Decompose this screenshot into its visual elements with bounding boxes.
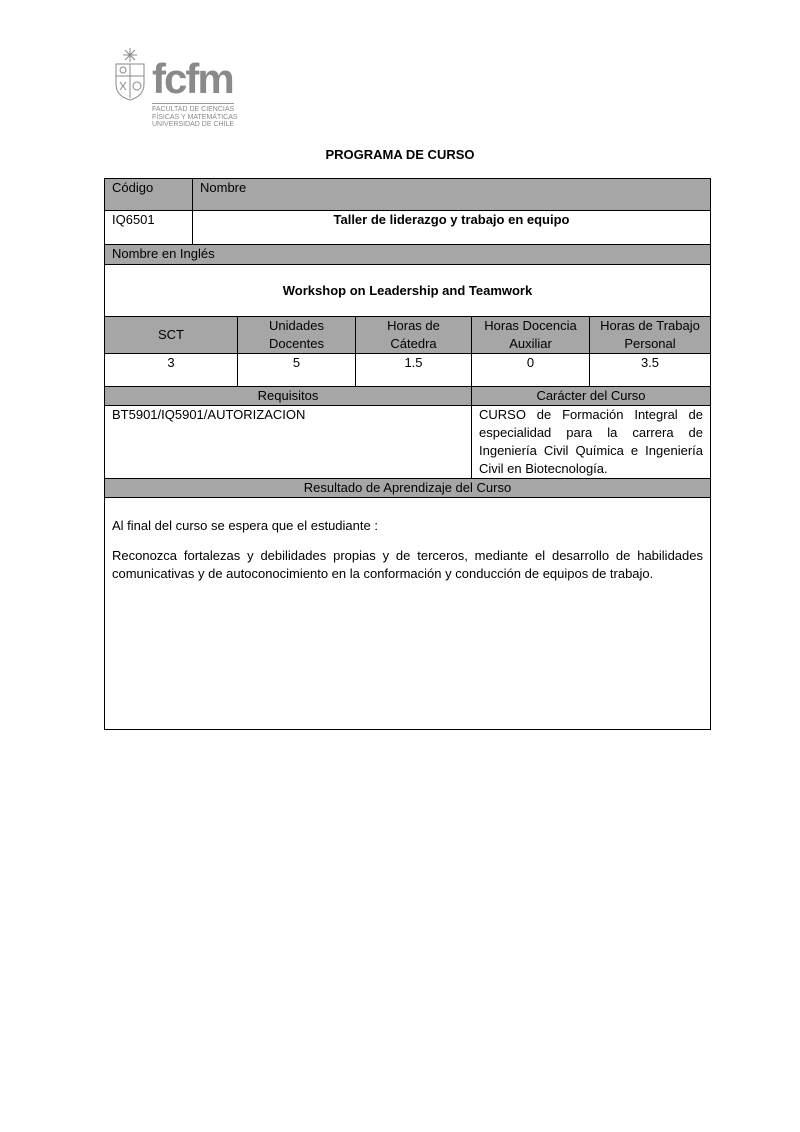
logo-wordmark: fcfm	[152, 55, 233, 102]
table-row	[105, 245, 711, 265]
name-label: Nombre	[193, 179, 711, 211]
table-row	[105, 479, 711, 498]
learning-outcome-text: Reconozca fortalezas y debilidades propias y de terceros, mediante el desarrollo de habilidades comunicativas y de autoconocimiento en la conformación y conducción de equipos de trabajo.	[112, 548, 703, 581]
course-program-table	[104, 178, 711, 730]
table-row	[105, 387, 711, 406]
course-name: Taller de liderazgo y trabajo en equipo	[193, 211, 711, 245]
logo-divider	[152, 103, 234, 104]
logo-subtitle	[152, 106, 238, 129]
learning-outcome-label: Resultado de Aprendizaje del Curso	[105, 479, 711, 498]
horas-personal-header: Horas de Trabajo Personal	[590, 317, 711, 354]
learning-outcome-cell	[105, 498, 711, 730]
table-row	[105, 211, 711, 245]
table-row	[105, 498, 711, 730]
table-row	[105, 265, 711, 317]
sct-header: SCT	[105, 317, 238, 354]
horas-catedra-header: Horas de Cátedra	[356, 317, 472, 354]
learning-outcome-intro: Al final del curso se espera que el estudiante :	[112, 518, 378, 533]
unidades-docentes-header: Unidades Docentes	[238, 317, 356, 354]
document-title: PROGRAMA DE CURSO	[325, 147, 475, 162]
table-row	[105, 317, 711, 354]
english-name-label: Nombre en Inglés	[105, 245, 711, 265]
horas-auxiliar-value: 0	[472, 354, 590, 387]
logo-line: FACULTAD DE CIENCIAS	[152, 106, 235, 113]
horas-personal-value: 3.5	[590, 354, 711, 387]
unidades-docentes-value: 5	[238, 354, 356, 387]
requirements-label: Requisitos	[105, 387, 472, 406]
code-label: Código	[105, 179, 193, 211]
english-name: Workshop on Leadership and Teamwork	[105, 265, 711, 317]
requirements-value: BT5901/IQ5901/AUTORIZACION	[105, 406, 472, 479]
table-row	[105, 354, 711, 387]
logo-line: UNIVERSIDAD DE CHILE	[152, 121, 235, 128]
horas-catedra-value: 1.5	[356, 354, 472, 387]
sct-value: 3	[105, 354, 238, 387]
character-label: Carácter del Curso	[472, 387, 711, 406]
fcfm-logo	[112, 46, 242, 130]
table-row	[105, 179, 711, 211]
course-code: IQ6501	[105, 211, 193, 245]
university-emblem-icon	[112, 46, 148, 102]
table-row	[105, 406, 711, 479]
character-value: CURSO de Formación Integral de especialidad para la carrera de Ingeniería Civil Química e Ingeniería Civil en Biotecnología.	[472, 406, 711, 479]
logo-line: FÍSICAS Y MATEMÁTICAS	[152, 113, 238, 121]
horas-auxiliar-header: Horas Docencia Auxiliar	[472, 317, 590, 354]
